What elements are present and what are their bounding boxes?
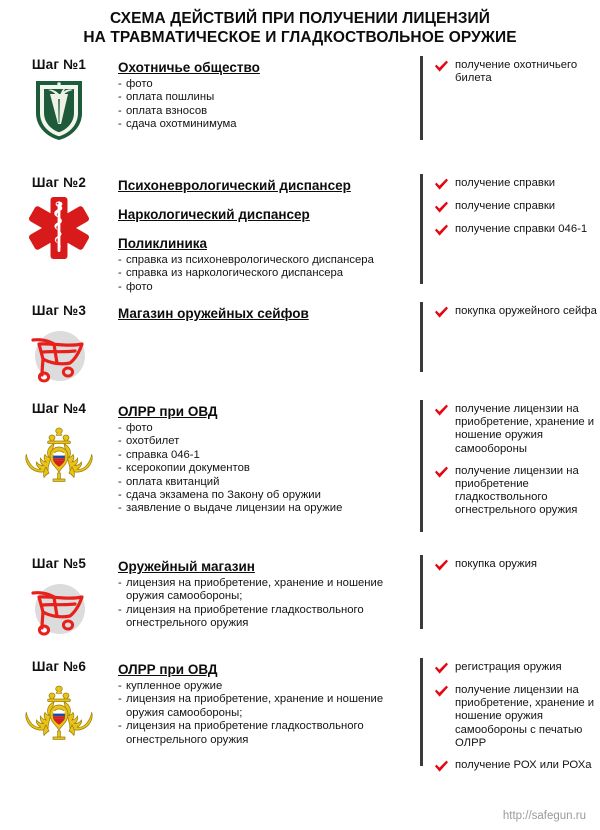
requirement-item: - фото (118, 422, 412, 435)
check-icon (434, 224, 449, 237)
step-results-column (420, 399, 600, 518)
requirement-item: - справка 046-1 (118, 449, 412, 462)
check-icon (434, 559, 449, 572)
organization-heading: Поликлиника (118, 236, 208, 251)
requirement-item: - оплата квитанций (118, 476, 412, 489)
requirement-item: - ксерокопии документов (118, 462, 412, 475)
result-text: получение лицензии на приобретение, хранение и ношение оружия самообороны (455, 403, 595, 455)
organization-heading-row (118, 59, 412, 77)
step-block (0, 554, 600, 657)
result-item (434, 200, 600, 214)
check-icon (434, 404, 449, 417)
organization-heading: ОЛРР при ОВД (118, 662, 218, 677)
requirement-item: - заявление о выдаче лицензии на оружие (118, 502, 412, 515)
step-icon-column (0, 301, 118, 389)
organization-heading: Охотничье общество (118, 60, 260, 75)
check-icon (434, 662, 449, 675)
result-text: покупка оружейного сейфа (455, 305, 597, 317)
step-icon-column (0, 657, 118, 745)
result-text: получение справки (455, 200, 556, 212)
step-block (0, 55, 600, 173)
heading-spacer (118, 195, 412, 206)
organization-heading-row (118, 403, 412, 421)
result-item (434, 305, 600, 319)
organization-heading-row (118, 206, 412, 224)
step-icon-column (0, 55, 118, 143)
result-text: получение справки 046-1 (455, 223, 588, 235)
steps-container (0, 55, 600, 775)
requirement-item: - лицензия на приобретение, хранение и ношение оружия самообороны; (118, 577, 412, 604)
result-item (434, 403, 600, 456)
check-icon (434, 685, 449, 698)
column-divider (420, 555, 423, 629)
step-icon-column (0, 173, 118, 261)
requirement-item: - купленное оружие (118, 680, 412, 693)
requirement-item: - оплата взносов (118, 105, 412, 118)
column-divider (420, 400, 423, 532)
double-headed-eagle-emblem-icon (0, 679, 118, 745)
requirement-item: - справка из наркологического диспансера (118, 267, 412, 280)
result-text: получение РОХ или РОХа (455, 759, 592, 772)
requirement-item: - охотбилет (118, 435, 412, 448)
organization-heading: Магазин оружейных сейфов (118, 306, 309, 321)
organization-heading: ОЛРР при ОВД (118, 404, 218, 419)
check-icon (434, 760, 449, 773)
result-item (434, 59, 600, 85)
heading-spacer (118, 224, 412, 235)
step-block (0, 301, 600, 399)
step-requirements-column (118, 55, 420, 132)
step-requirements-column (118, 657, 420, 747)
requirement-item: - оплата пошлины (118, 91, 412, 104)
step-icon-column (0, 399, 118, 487)
requirement-item: - фото (118, 281, 412, 294)
result-text: получение охотничьего билета (455, 59, 578, 85)
result-item (434, 223, 600, 237)
check-icon (434, 201, 449, 214)
requirements-list (118, 577, 412, 631)
check-icon (434, 178, 449, 191)
requirement-item: - фото (118, 78, 412, 91)
step-block (0, 657, 600, 775)
step-number-label: Шаг №2 (31, 175, 87, 190)
step-number-label: Шаг №3 (31, 303, 87, 318)
check-icon (434, 466, 449, 479)
requirements-list (118, 680, 412, 747)
step-block (0, 399, 600, 554)
result-text: получение справки (455, 177, 556, 189)
requirement-item: - лицензия на приобретение гладкоствольного огнестрельного оружия (118, 604, 412, 631)
column-divider (420, 302, 423, 372)
requirement-item: - сдача экзамена по Закону об оружии (118, 489, 412, 502)
step-number-label: Шаг №6 (31, 659, 87, 674)
organization-heading: Наркологический диспансер (118, 207, 310, 222)
result-text: регистрация оружия (455, 661, 562, 673)
column-divider (420, 56, 423, 140)
result-item (434, 177, 600, 191)
column-divider (420, 658, 423, 766)
step-number-label: Шаг №1 (31, 57, 87, 72)
double-headed-eagle-emblem-icon (0, 421, 118, 487)
organization-heading: Оружейный магазин (118, 559, 255, 574)
check-icon (434, 60, 449, 73)
result-item (434, 759, 600, 773)
step-results-column (420, 657, 600, 773)
requirement-item: - лицензия на приобретение, хранение и ношение оружия самообороны; (118, 693, 412, 720)
step-block (0, 173, 600, 301)
organization-heading-row (118, 235, 412, 253)
requirement-item: - сдача охотминимума (118, 118, 412, 131)
requirement-item: - справка из психоневрологического диспансера (118, 254, 412, 267)
step-results-column (420, 554, 600, 572)
shopping-cart-icon (0, 323, 118, 389)
column-divider (420, 174, 423, 284)
result-text: получение лицензии на приобретение, хранение и ношение оружия самообороны с печатью ОЛРР (455, 684, 595, 749)
result-item (434, 558, 600, 572)
organization-heading-row (118, 558, 412, 576)
footer-url: http://safegun.ru (502, 810, 586, 822)
page-header (0, 0, 600, 47)
requirements-list (118, 78, 412, 132)
step-number-label: Шаг №4 (31, 401, 87, 416)
requirements-list (118, 422, 412, 516)
step-icon-column (0, 554, 118, 642)
step-number-label: Шаг №5 (31, 556, 87, 571)
result-text: получение лицензии на приобретение гладкоствольного огнестрельного оружия (455, 464, 579, 517)
page-title-line-2: НА ТРАВМАТИЧЕСКОЕ И ГЛАДКОСТВОЛЬНОЕ ОРУЖИЕ (83, 29, 517, 46)
page-title-line-1: СХЕМА ДЕЙСТВИЙ ПРИ ПОЛУЧЕНИИ ЛИЦЕНЗИЙ (109, 10, 491, 27)
step-results-column (420, 55, 600, 85)
step-requirements-column (118, 399, 420, 516)
organization-heading-row (118, 177, 412, 195)
step-requirements-column (118, 173, 420, 294)
result-item (434, 465, 600, 518)
step-requirements-column (118, 301, 420, 323)
result-item (434, 684, 600, 750)
step-requirements-column (118, 554, 420, 631)
requirements-list (118, 254, 412, 294)
result-text: покупка оружия (455, 558, 538, 570)
hunting-society-emblem-icon (0, 77, 118, 143)
check-icon (434, 306, 449, 319)
organization-heading-row (118, 305, 412, 323)
organization-heading-row (118, 661, 412, 679)
step-results-column (420, 173, 600, 237)
organization-heading: Психоневрологический диспансер (118, 178, 351, 193)
step-results-column (420, 301, 600, 319)
star-of-life-medical-icon (0, 195, 118, 261)
shopping-cart-icon (0, 576, 118, 642)
result-item (434, 661, 600, 675)
requirement-item: - лицензия на приобретение гладкоствольного огнестрельного оружия (118, 720, 412, 747)
